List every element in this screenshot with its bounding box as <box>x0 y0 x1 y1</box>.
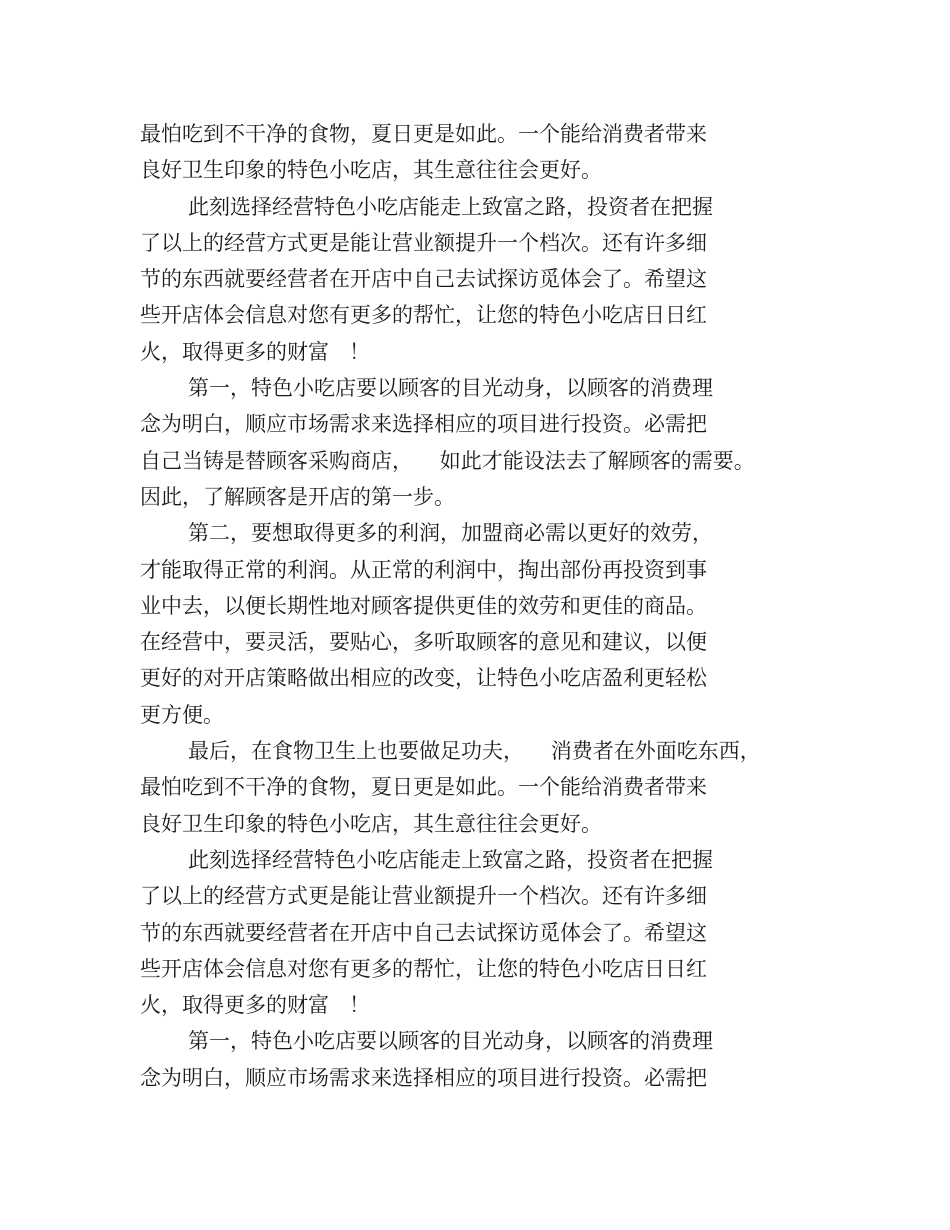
text-line: 此刻选择经营特色小吃店能走上致富之路，投资者在把握 <box>188 847 713 872</box>
text-line: 自己当铸是替顾客采购商店， 如此才能设法去了解顾客的需要。 <box>140 448 755 473</box>
text-line: 更方便。 <box>140 702 224 727</box>
text-line: 念为明白，顺应市场需求来选择相应的项目进行投资。必需把 <box>140 412 707 437</box>
text-line: 第二，要想取得更多的利润，加盟商必需以更好的效劳， <box>188 521 713 546</box>
text-line: 更好的对开店策略做出相应的改变，让特色小吃店盈利更轻松 <box>140 666 707 691</box>
text-line: 念为明白，顺应市场需求来选择相应的项目进行投资。必需把 <box>140 1065 707 1090</box>
text-line: 火，取得更多的财富 ！ <box>140 339 371 364</box>
text-line: 了以上的经营方式更是能让营业额提升一个档次。还有许多细 <box>140 884 707 909</box>
text-line: 了以上的经营方式更是能让营业额提升一个档次。还有许多细 <box>140 230 707 255</box>
text-line: 第一，特色小吃店要以顾客的目光动身，以顾客的消费理 <box>188 376 713 401</box>
text-line: 节的东西就要经营者在开店中自己去试探访觅体会了。希望这 <box>140 267 707 292</box>
text-line: 些开店体会信息对您有更多的帮忙，让您的特色小吃店日日红 <box>140 956 707 981</box>
text-line: 才能取得正常的利润。从正常的利润中，掏出部份再投资到事 <box>140 557 707 582</box>
text-line: 节的东西就要经营者在开店中自己去试探访觅体会了。希望这 <box>140 920 707 945</box>
text-line: 些开店体会信息对您有更多的帮忙，让您的特色小吃店日日红 <box>140 303 707 328</box>
text-line: 因此，了解顾客是开店的第一步。 <box>140 484 455 509</box>
text-line: 此刻选择经营特色小吃店能走上致富之路，投资者在把握 <box>188 194 713 219</box>
text-line: 在经营中，要灵活，要贴心，多听取顾客的意见和建议，以便 <box>140 630 707 655</box>
text-line: 火，取得更多的财富 ！ <box>140 993 371 1018</box>
text-line: 良好卫生印象的特色小吃店，其生意往往会更好。 <box>140 811 602 836</box>
text-line: 业中去，以便长期性地对顾客提供更佳的效劳和更佳的商品。 <box>140 593 707 618</box>
text-line: 最怕吃到不干净的食物，夏日更是如此。一个能给消费者带来 <box>140 775 707 800</box>
text-line: 良好卫生印象的特色小吃店，其生意往往会更好。 <box>140 158 602 183</box>
text-line: 第一，特色小吃店要以顾客的目光动身，以顾客的消费理 <box>188 1029 713 1054</box>
text-line: 最后，在食物卫生上也要做足功夫， 消费者在外面吃东西， <box>188 739 761 764</box>
text-line: 最怕吃到不干净的食物，夏日更是如此。一个能给消费者带来 <box>140 122 707 146</box>
document-body <box>140 116 840 1096</box>
